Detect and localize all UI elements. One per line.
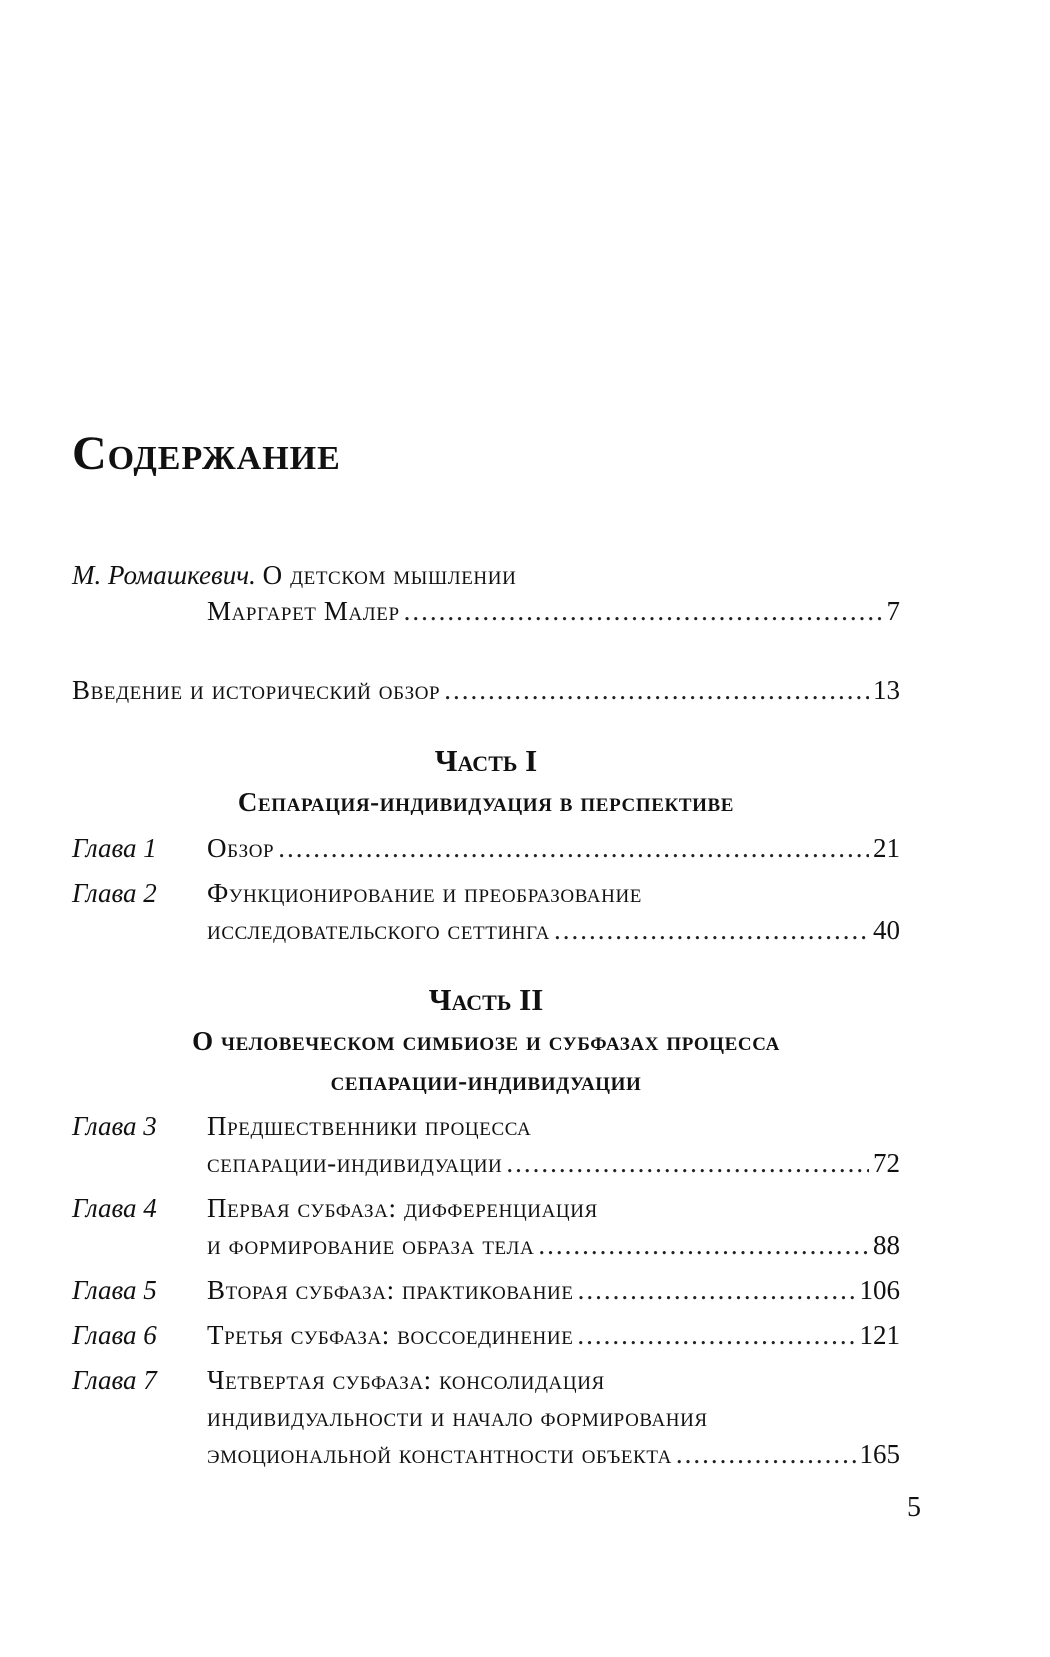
- foreword-title-line1: О детском мышлении: [262, 560, 517, 590]
- toc-entry-chapter-3-cont[interactable]: [72, 1143, 900, 1183]
- chapter-label: Глава 4: [72, 1193, 157, 1223]
- toc-entry-foreword-line1[interactable]: [72, 555, 900, 595]
- page-ref: 72: [873, 1148, 900, 1178]
- foreword-author: М. Ромашкевич.: [72, 560, 256, 590]
- toc-entry-chapter-7-cont1[interactable]: [72, 1397, 900, 1437]
- toc-entry-chapter-2-cont[interactable]: [72, 910, 900, 950]
- chapter-title-cont: исследовательского сеттинга: [207, 915, 550, 945]
- leader-dots: [404, 591, 883, 631]
- introduction-title: Введение и исторический обзор: [72, 675, 441, 705]
- chapter-title: Вторая субфаза: практикование: [207, 1275, 574, 1305]
- toc-entry-foreword-line2[interactable]: [72, 591, 900, 631]
- page-ref: 40: [873, 915, 900, 945]
- chapter-title: Первая субфаза: дифференциация: [207, 1193, 598, 1223]
- leader-dots: [506, 1143, 869, 1183]
- page-ref: 7: [886, 596, 900, 626]
- leader-dots: [444, 670, 869, 710]
- chapter-label: Глава 7: [72, 1365, 157, 1395]
- toc-entry-chapter-3[interactable]: [72, 1106, 900, 1146]
- chapter-title-cont: сепарации-индивидуации: [207, 1148, 503, 1178]
- page-number: 5: [907, 1492, 921, 1523]
- toc-entry-chapter-6[interactable]: [72, 1315, 900, 1355]
- leader-dots: [538, 1225, 869, 1265]
- chapter-label: Глава 3: [72, 1111, 157, 1141]
- toc-entry-chapter-2[interactable]: [72, 873, 900, 913]
- part-1-subtitle: Сепарация-индивидуация в перспективе: [237, 787, 735, 817]
- leader-dots: [578, 1270, 856, 1310]
- chapter-title-cont: и формирование образа тела: [207, 1230, 535, 1260]
- toc-entry-introduction[interactable]: [72, 670, 900, 710]
- leader-dots: [278, 828, 869, 868]
- toc-entry-chapter-1[interactable]: [72, 828, 900, 868]
- page-ref: 165: [859, 1439, 900, 1469]
- part-1-heading: Часть I: [434, 743, 538, 778]
- chapter-title: Четвертая субфаза: консолидация: [207, 1365, 605, 1395]
- foreword-title-line2: Маргарет Малер: [207, 596, 400, 626]
- page-ref: 121: [859, 1320, 900, 1350]
- page-ref: 88: [873, 1230, 900, 1260]
- chapter-title: Третья субфаза: воссоединение: [207, 1320, 574, 1350]
- chapter-title-cont: эмоциональной константности объекта: [207, 1439, 672, 1469]
- toc-entry-chapter-5[interactable]: [72, 1270, 900, 1310]
- toc-entry-chapter-4[interactable]: [72, 1188, 900, 1228]
- chapter-title: Функционирование и преобразование: [207, 878, 642, 908]
- chapter-label: Глава 1: [72, 833, 157, 863]
- chapter-label: Глава 2: [72, 878, 157, 908]
- chapter-title: Обзор: [207, 833, 275, 863]
- toc-entry-chapter-4-cont[interactable]: [72, 1225, 900, 1265]
- page-ref: 21: [873, 833, 900, 863]
- chapter-label: Глава 6: [72, 1320, 157, 1350]
- leader-dots: [577, 1315, 855, 1355]
- leader-dots: [676, 1434, 856, 1474]
- chapter-title: Предшественники процесса: [207, 1111, 532, 1141]
- chapter-label: Глава 5: [72, 1275, 157, 1305]
- page-ref: 13: [873, 675, 900, 705]
- chapter-title-cont: индивидуальности и начало формирования: [207, 1402, 708, 1432]
- toc-entry-chapter-7-cont2[interactable]: [72, 1434, 900, 1474]
- toc-entry-chapter-7[interactable]: [72, 1360, 900, 1400]
- leader-dots: [554, 910, 869, 950]
- page-ref: 106: [859, 1275, 900, 1305]
- part-2-subtitle-line2: сепарации-индивидуации: [330, 1066, 642, 1096]
- part-2-subtitle-line1: О человеческом симбиозе и субфазах процесса: [192, 1026, 780, 1056]
- page-title: Содержание: [72, 427, 341, 480]
- part-2-heading: Часть II: [428, 982, 544, 1017]
